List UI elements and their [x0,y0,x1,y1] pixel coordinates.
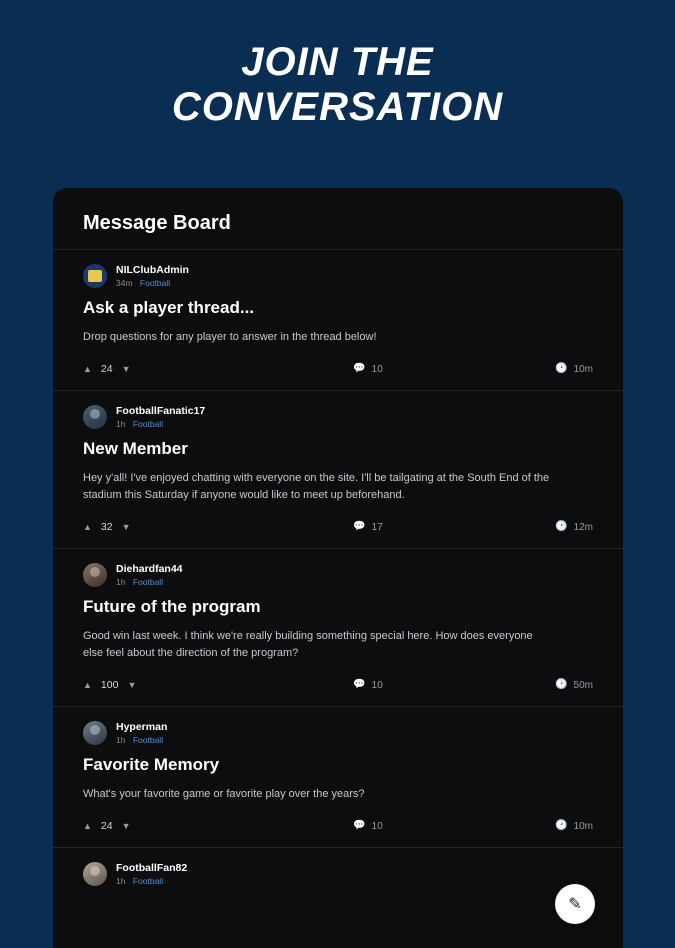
post-subinfo [116,735,167,745]
comment-count-group[interactable] [263,821,473,832]
vote-control[interactable] [83,363,263,375]
post-age: 1h [116,418,126,429]
message-board-panel [53,188,623,948]
comment-count: 10 [371,820,383,832]
comment-count-group[interactable] [263,522,473,533]
comment-icon: 💬 [353,679,366,691]
post-username[interactable]: Hyperman [116,721,168,734]
post-footer [83,676,593,694]
pencil-icon: ✎ [568,896,582,913]
time-value: 10m [573,363,593,375]
post-body: Hey y'all! I've enjoyed chatting with everyone on the site. I'll be tailgating at the South End of the stadium this Saturday if anyone would like to meet up beforehand. [83,472,550,502]
headline-line-2: CONVERSATION [171,84,504,129]
time-value: 50m [573,679,593,691]
comment-icon: 💬 [353,363,366,375]
downvote-icon[interactable]: ▼ [127,679,137,690]
time-group [473,364,593,375]
board-title: Message Board [83,212,231,234]
avatar [83,405,107,429]
post-footer [83,518,593,536]
post-header [83,264,593,288]
post-category[interactable]: Football [132,576,164,587]
comment-icon: 💬 [353,820,366,832]
post-username[interactable]: Diehardfan44 [116,563,183,576]
post-subinfo [116,577,183,587]
time-group [473,680,593,691]
post-body: Drop questions for any player to answer in the thread below! [83,331,377,343]
downvote-icon[interactable]: ▼ [121,363,131,374]
post-title[interactable]: Favorite Memory [83,755,220,775]
comment-count: 17 [371,521,383,533]
comment-count: 10 [371,679,383,691]
avatar [83,721,107,745]
post-age: 34m [116,277,133,288]
avatar [83,264,107,288]
comment-count-group[interactable] [263,364,473,375]
post-meta [116,264,189,288]
clock-icon: 🕑 [555,521,568,533]
post-body: Good win last week. I think we're really building something special here. How does everyone else feel about the direction of the program? [83,630,533,660]
post-meta [116,862,187,886]
headline-line-1: JOIN THE [241,40,434,84]
time-value: 12m [573,521,593,533]
comment-count-group[interactable] [263,680,473,691]
post-title[interactable]: Ask a player thread... [83,298,255,317]
page-headline [0,0,675,130]
clock-icon: 🕑 [555,820,568,832]
vote-control[interactable] [83,679,263,691]
post-meta [116,563,183,587]
clock-icon: 🕑 [555,679,568,691]
upvote-icon[interactable]: ▲ [83,363,92,374]
post-item[interactable] [53,706,623,847]
post-subinfo [116,278,189,288]
post-age: 1h [116,875,126,886]
post-meta [116,405,205,429]
comment-icon: 💬 [353,521,366,533]
post-username[interactable]: FootballFan82 [116,862,188,875]
compose-post-button[interactable] [555,884,595,924]
post-item[interactable] [53,548,623,706]
vote-count: 24 [100,363,113,376]
post-footer [83,817,593,835]
time-value: 10m [573,820,593,832]
post-subinfo [116,876,187,886]
vote-count: 100 [100,679,119,692]
post-age: 1h [116,734,126,745]
time-group [473,821,593,832]
post-meta [116,721,167,745]
post-subinfo [116,419,205,429]
post-header [83,563,593,587]
time-group [473,522,593,533]
upvote-icon[interactable]: ▲ [83,820,92,831]
clock-icon: 🕑 [555,363,568,375]
avatar [83,862,107,886]
upvote-icon[interactable]: ▲ [83,521,92,532]
post-category[interactable]: Football [132,734,164,745]
post-header [83,405,593,429]
post-category[interactable]: Football [132,418,164,429]
post-title[interactable]: New Member [83,439,188,459]
post-item[interactable] [53,249,623,390]
post-category[interactable]: Football [132,875,164,886]
post-age: 1h [116,576,126,587]
post-body: What's your favorite game or favorite play over the years? [83,788,365,801]
upvote-icon[interactable]: ▲ [83,679,92,690]
post-category[interactable]: Football [139,277,171,288]
avatar [83,563,107,587]
comment-count: 10 [371,363,383,375]
post-header [83,862,593,886]
vote-control[interactable] [83,521,263,533]
post-item[interactable] [53,847,623,908]
post-title[interactable]: Future of the program [83,597,261,617]
post-footer [83,360,593,378]
post-item[interactable] [53,390,623,548]
post-username[interactable]: FootballFanatic17 [116,405,206,418]
post-username[interactable]: NILClubAdmin [116,264,189,277]
vote-count: 24 [100,820,113,833]
vote-count: 32 [100,521,113,534]
vote-control[interactable] [83,820,263,832]
downvote-icon[interactable]: ▼ [121,820,131,831]
post-header [83,721,593,745]
downvote-icon[interactable]: ▼ [121,521,131,532]
